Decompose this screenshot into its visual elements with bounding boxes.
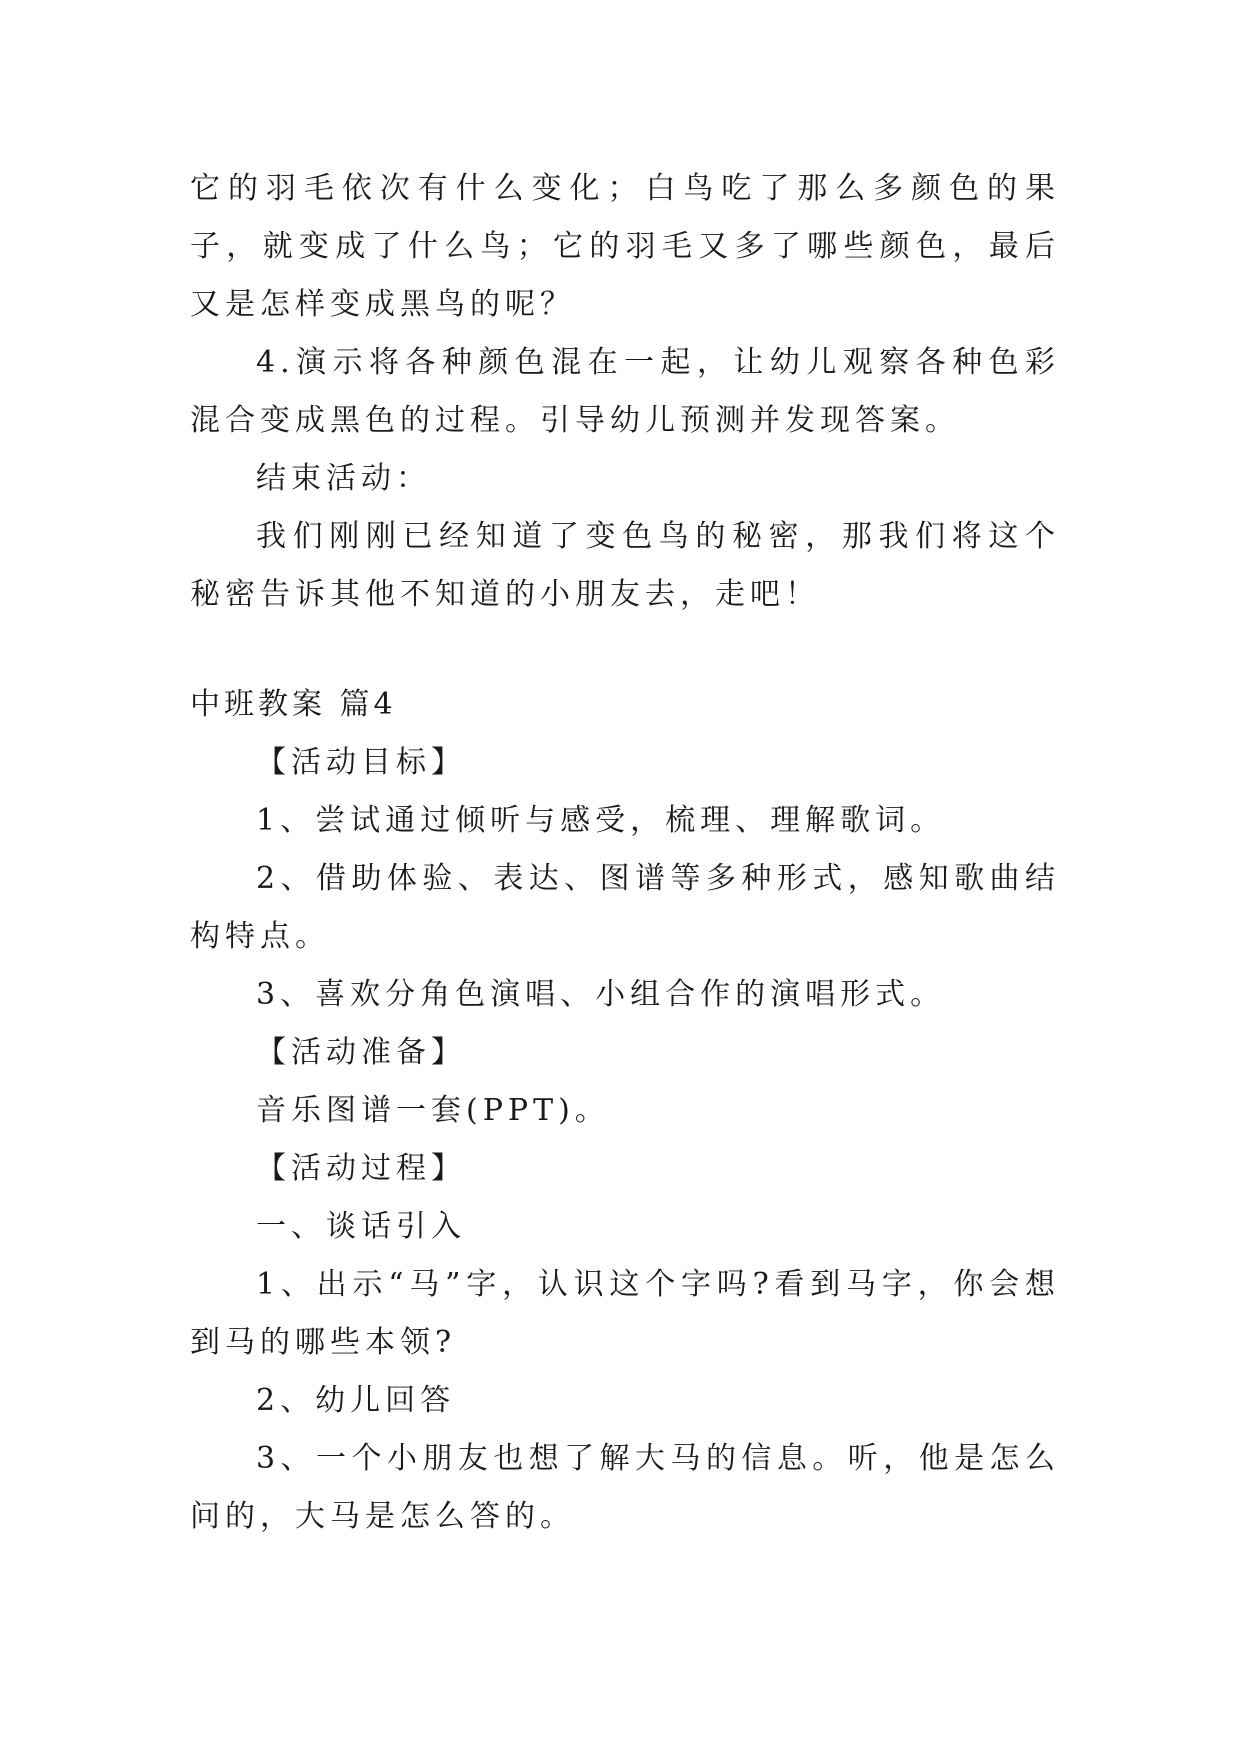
paragraph-end-activity-label: 结束活动： [256, 461, 431, 496]
paragraph-process-heading: 【活动过程】 [256, 1151, 466, 1186]
paragraph-end-activity-text: 我们刚刚已经知道了变色鸟的秘密，那我们将这个秘密告诉其他不知道的小朋友去，走吧！ [190, 519, 1060, 612]
paragraph-step-4: 4.演示将各种颜色混在一起，让幼儿观察各种色彩混合变成黑色的过程。引导幼儿预测并发现答案。 [190, 345, 1060, 438]
paragraph-goal-3: 3、喜欢分角色演唱、小组合作的演唱形式。 [256, 977, 946, 1012]
document-page [190, 160, 1060, 1546]
paragraph-goal-1: 1、尝试通过倾听与感受，梳理、理解歌词。 [256, 803, 946, 838]
section-title: 中班教案 篇4 [190, 687, 397, 722]
paragraph-process-item-3: 3、一个小朋友也想了解大马的信息。听，他是怎么问的，大马是怎么答的。 [190, 1441, 1060, 1534]
paragraph-goal-heading: 【活动目标】 [256, 745, 466, 780]
paragraph-prep-text: 音乐图谱一套(PPT)。 [256, 1093, 610, 1128]
paragraph-process-item-2: 2、幼儿回答 [256, 1383, 456, 1418]
paragraph-goal-2: 2、借助体验、表达、图谱等多种形式，感知歌曲结构特点。 [190, 861, 1060, 954]
paragraph-process-item-1: 1、出示“马”字，认识这个字吗?看到马字，你会想到马的哪些本领? [190, 1267, 1060, 1360]
paragraph-process-step-1: 一、谈话引入 [256, 1209, 466, 1244]
paragraph-prep-heading: 【活动准备】 [256, 1035, 466, 1070]
paragraph-continuation: 它的羽毛依次有什么变化；白鸟吃了那么多颜色的果子，就变成了什么鸟；它的羽毛又多了哪些颜色，最后又是怎样变成黑鸟的呢？ [190, 171, 1060, 322]
